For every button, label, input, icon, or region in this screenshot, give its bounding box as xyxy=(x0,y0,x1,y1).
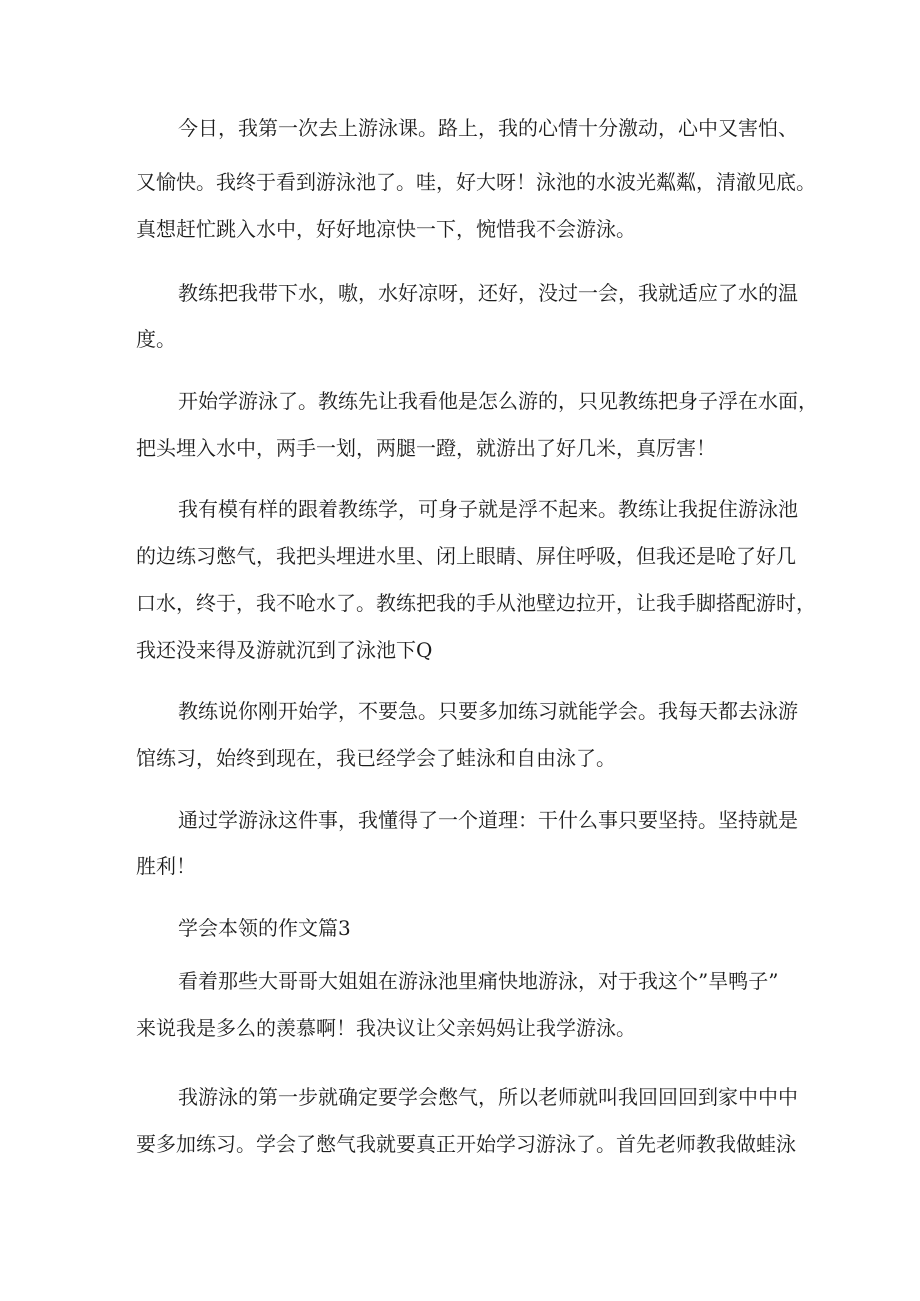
paragraph-4-line-3: 口水，终于，我不呛水了。教练把我的手从池壁边拉开，让我手脚搭配游时， xyxy=(136,591,816,615)
paragraph-1-line-2: 又愉快。我终于看到游泳池了。哇，好大呀！泳池的水波光粼粼，清澈见底。 xyxy=(136,170,816,194)
paragraph-6-line-1: 通过学游泳这件事，我懂得了一个道理：干什么事只要坚持。坚持就是 xyxy=(178,808,798,832)
paragraph-1-line-3: 真想赶忙跳入水中，好好地凉快一下，惋惜我不会游泳。 xyxy=(136,217,636,241)
paragraph-4-line-1: 我有模有样的跟着教练学，可身子就是浮不起来。教练让我捉住游泳池 xyxy=(178,497,798,521)
paragraph-2-line-2: 度。 xyxy=(136,327,176,351)
paragraph-8-line-1: 看着那些大哥哥大姐姐在游泳池里痛快地游泳，对于我这个”旱鸭子” xyxy=(178,969,779,993)
paragraph-1-line-1: 今日，我第一次去上游泳课。路上，我的心情十分激动，心中又害怕、 xyxy=(178,116,798,140)
paragraph-4-line-4: 我还没来得及游就沉到了泳池下Q xyxy=(136,638,433,662)
paragraph-4-line-2: 的边练习憋气，我把头埋进水里、闭上眼睛、屏住呼吸，但我还是呛了好几 xyxy=(136,544,796,568)
paragraph-3-line-1: 开始学游泳了。教练先让我看他是怎么游的，只见教练把身子浮在水面， xyxy=(178,389,818,413)
section-heading: 学会本领的作文篇3 xyxy=(178,916,351,940)
paragraph-9-line-2: 要多加练习。学会了憋气我就要真正开始学习游泳了。首先老师教我做蛙泳 xyxy=(136,1132,796,1156)
paragraph-5-line-2: 馆练习，始终到现在，我已经学会了蛙泳和自由泳了。 xyxy=(136,746,616,770)
paragraph-6-line-2: 胜利！ xyxy=(136,854,196,878)
paragraph-9-line-1: 我游泳的第一步就确定要学会憋气，所以老师就叫我回回回到家中中中 xyxy=(178,1085,798,1109)
paragraph-3-line-2: 把头埋入水中，两手一划，两腿一蹬，就游出了好几米，真厉害！ xyxy=(136,436,716,460)
paragraph-5-line-1: 教练说你刚开始学，不要急。只要多加练习就能学会。我每天都去泳游 xyxy=(178,699,798,723)
paragraph-8-line-2: 来说我是多么的羡慕啊！我决议让父亲妈妈让我学游泳。 xyxy=(136,1016,636,1040)
paragraph-2-line-1: 教练把我带下水，嗷，水好凉呀，还好，没过一会，我就适应了水的温 xyxy=(178,281,798,305)
